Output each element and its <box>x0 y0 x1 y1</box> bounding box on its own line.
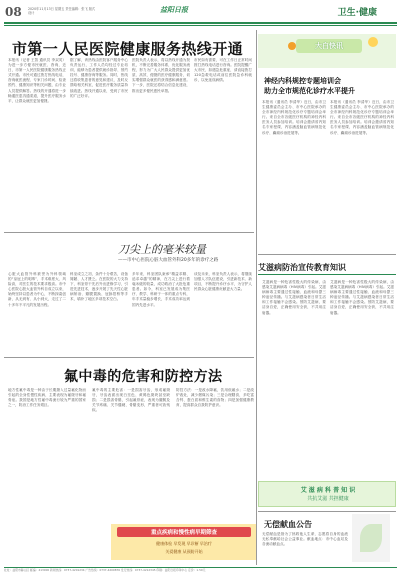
story2-col4: 谈及未来，科室负责人表示，将继续加强人才队伍建设，引进新技术、新项目，不断提升诊疗水平，为守护人民群众心脏健康贡献更大力量。 <box>194 272 252 292</box>
ad-banner-strip <box>117 527 251 537</box>
dabai-news-box <box>258 34 396 68</box>
section-title: 卫生·健康 <box>337 8 377 18</box>
right-column-divider <box>256 30 257 565</box>
dabai-body-cont: 本报讯（通讯员 李清华）近日，由市卫生健康委员会主办、市中心医院承办的全市神经内科规范化诊疗专题培训会举行。来自全市各级医疗机构的神经内科医务人员参加培训。培训会邀请省内知名专家授课，内容涵盖脑血管病规范化诊疗、癫痫诊治进展等。 <box>330 100 394 135</box>
ad-banner-line2: 健康体检 早发现 早诊断 早治疗 <box>156 541 212 546</box>
aids-banner <box>258 481 396 507</box>
ad-banner <box>111 524 257 560</box>
story2-col3: 多年来，科室团队秉承“精益求精、追求卓越”的精神，在刀尖上进行着毫米级的较量，成功救治了大批危重患者。如今，科室已发展成为集医疗、教学、科研于一体的重点专科，年手术量稳步增长，手术成功率达到国内先进水平。 <box>132 272 190 307</box>
story3-col2: 氟中毒的主要危害：一是损害牙齿，形成氟斑牙，牙齿表面出现白垩色、黄褐色斑块甚至缺损；二是损害骨骼，引起氟骨症，表现为腰腿及关节疼痛、关节僵硬、骨骼变形，严重者可致残疾。 <box>92 388 170 413</box>
story1-col3: 医院负责人表示，将以热线开通为契机，不断完善服务体系，优化服务流程，努力为广大人民群众提供更加优质、高效、便捷的医疗健康服务，切实增强群众就医的获得感和满意度。下一步，医院还将结合信息化建设，推出更多便民惠民举措。 <box>132 58 190 93</box>
page-number: 08 <box>5 5 22 19</box>
right-divider-1 <box>258 254 396 255</box>
aids-title: 艾滋病防治宣传教育知识 <box>258 263 346 272</box>
story-divider-2 <box>4 357 254 358</box>
blood-donation-image <box>352 514 390 562</box>
dabai-badge-text: 大白快讯 <box>315 42 343 50</box>
header-rule <box>4 22 397 24</box>
dabai-headline-2: 助力全市规范化诊疗水平提升 <box>264 87 355 95</box>
blood-donation-body: 无偿献血是指为了拯救他人生命，志愿将自身的血液无私奉献给社会公益事业。献血地点：市中心血站及各流动献血点。 <box>262 532 348 547</box>
dabai-badge <box>296 39 362 53</box>
dabai-body: 本报讯（通讯员 李清华）近日，由市卫生健康委员会主办、市中心医院承办的全市神经内科规范化诊疗专题培训会举行。来自全市各级医疗机构的神经内科医务人员参加培训。培训会邀请省内知名专家授课，内容涵盖脑血管病规范化诊疗、癫痫诊治进展等。 <box>262 100 326 135</box>
aids-body-col1: 艾滋病是一种危害性极大的传染病，由感染艾滋病病毒（HIV病毒）引起。艾滋病病毒主要通过性接触、血液和母婴三种途径传播。与艾滋病感染者日常生活和工作接触不会感染。预防艾滋病，要洁身自爱，正确使用安全套，不共用注射器。 <box>262 280 326 315</box>
story3-col1: 地方性氟中毒是一种由于长期摄入过量氟化物而引起的全身性慢性疾病，主要表现为氟斑牙和氟骨症。我国是地方性氟中毒流行较为严重的国家之一，防治工作任务艰巨。 <box>8 388 86 408</box>
story1-headline: 市第一人民医院健康服务热线开通 <box>12 40 244 58</box>
aids-body-col2: 艾滋病是一种危害性极大的传染病，由感染艾滋病病毒（HIV病毒）引起。艾滋病病毒主要通过性接触、血液和母婴三种途径传播。与艾滋病感染者日常生活和工作接触不会感染。预防艾滋病，要洁身自爱，正确使用安全套，不共用注射器。 <box>330 280 394 315</box>
story2-col1: 心脏大血管外科被誉为外科领域的“皇冠上的明珠”，手术难度大、风险高，对医生的技术要求极高。市中心医院心脏大血管外科自成立以来，始终坚持以患者为中心，不断探索创新，从无到有、从小到大，走过了二十多年不平凡的发展历程。 <box>8 272 66 307</box>
header-rule-thin <box>4 25 397 26</box>
story-divider-1 <box>4 232 254 233</box>
right-divider-2 <box>258 511 396 512</box>
aids-banner-title: 艾 滋 病 科 普 知 识 <box>300 487 356 494</box>
story1-col1: 本报讯（记者 王智 通讯员 李双英）为进一步方便市民就医、咨询，近日，市第一人民医院健康服务热线正式开通。市民可通过拨打热线电话，咨询就医流程、专家门诊时间、检查预约、健康知识等相关问题，由专业人员提供解答。热线的开通将进一步畅通医患沟通渠道，提升医疗服务水平，让群众就医更加便捷。 <box>8 58 66 103</box>
masthead: 益阳日报 <box>160 5 188 14</box>
aids-banner-subtitle: 共抗艾滋 共担健康 <box>307 496 349 502</box>
story1-col2: 据了解，该热线由医院客户服务中心负责运行，工作人员均经过专业培训，能够为患者提供就诊指导、预约挂号、健康咨询等服务。同时，热线还将收集患者的意见和建议，及时反馈给相关科室，促进医疗服务质量持续改进。热线开通以来，受到了市民的广泛好评。 <box>70 58 128 98</box>
date-line: 2020年11月13日 星期五 责任编辑：张飞 版式设计 <box>28 7 96 15</box>
page-header <box>0 0 401 24</box>
story1-col4: 市民如有需要，可在工作日正常时间拨打热线电话进行咨询。医院提醒广大市民，如遇急危重症，请直接拨打120急救电话或前往医院急诊科就诊，以免延误病情。 <box>194 58 252 83</box>
aids-title-rule <box>258 274 396 275</box>
ad-banner-line3: 关爱健康 从预防开始 <box>165 549 203 554</box>
blood-donation-title: 无偿献血公告 <box>264 520 312 529</box>
leaf-icon <box>360 524 382 552</box>
story3-headline: 氟中毒的危害和防控方法 <box>64 369 223 385</box>
dabai-headline-1: 神经内科规控专题培训会 <box>264 77 341 85</box>
story3-col3: 防控方法：一是改水降氟，饮用低氟水；二是改炉改灶，减少燃煤污染；三是合理膳食，多吃富含钙、蛋白质和维生素的食物；四是加强健康教育，提高群众自我防护意识。 <box>176 388 254 408</box>
star-icon <box>288 42 296 50</box>
ad-banner-line1: 重点疾病和慢性病早期筛查 <box>150 530 217 536</box>
story2-col2: 科室成立之初，条件十分艰苦，设备简陋、人才匮乏。在医院的大力支持下，科室骨干先后外出进修学习，引进先进技术，逐步开展了先天性心脏病矫治、瓣膜置换、冠脉搭桥等手术，填补了地区多项技术空白。 <box>70 272 128 302</box>
sun-icon <box>368 37 378 47</box>
footer-text: 社址：益阳市赫山区 邮编：413000 新闻热线：0737-4201234 广告热线：0737-4209876 发行热线：0737-4212345 印刷：益阳日报印务中心 定价：1.50元 <box>4 568 206 572</box>
story2-subheadline: ——市中心医院心脏大血管外科20多年的诊疗之路 <box>118 258 219 263</box>
story2-headline: 刀尖上的毫米较量 <box>118 243 206 256</box>
